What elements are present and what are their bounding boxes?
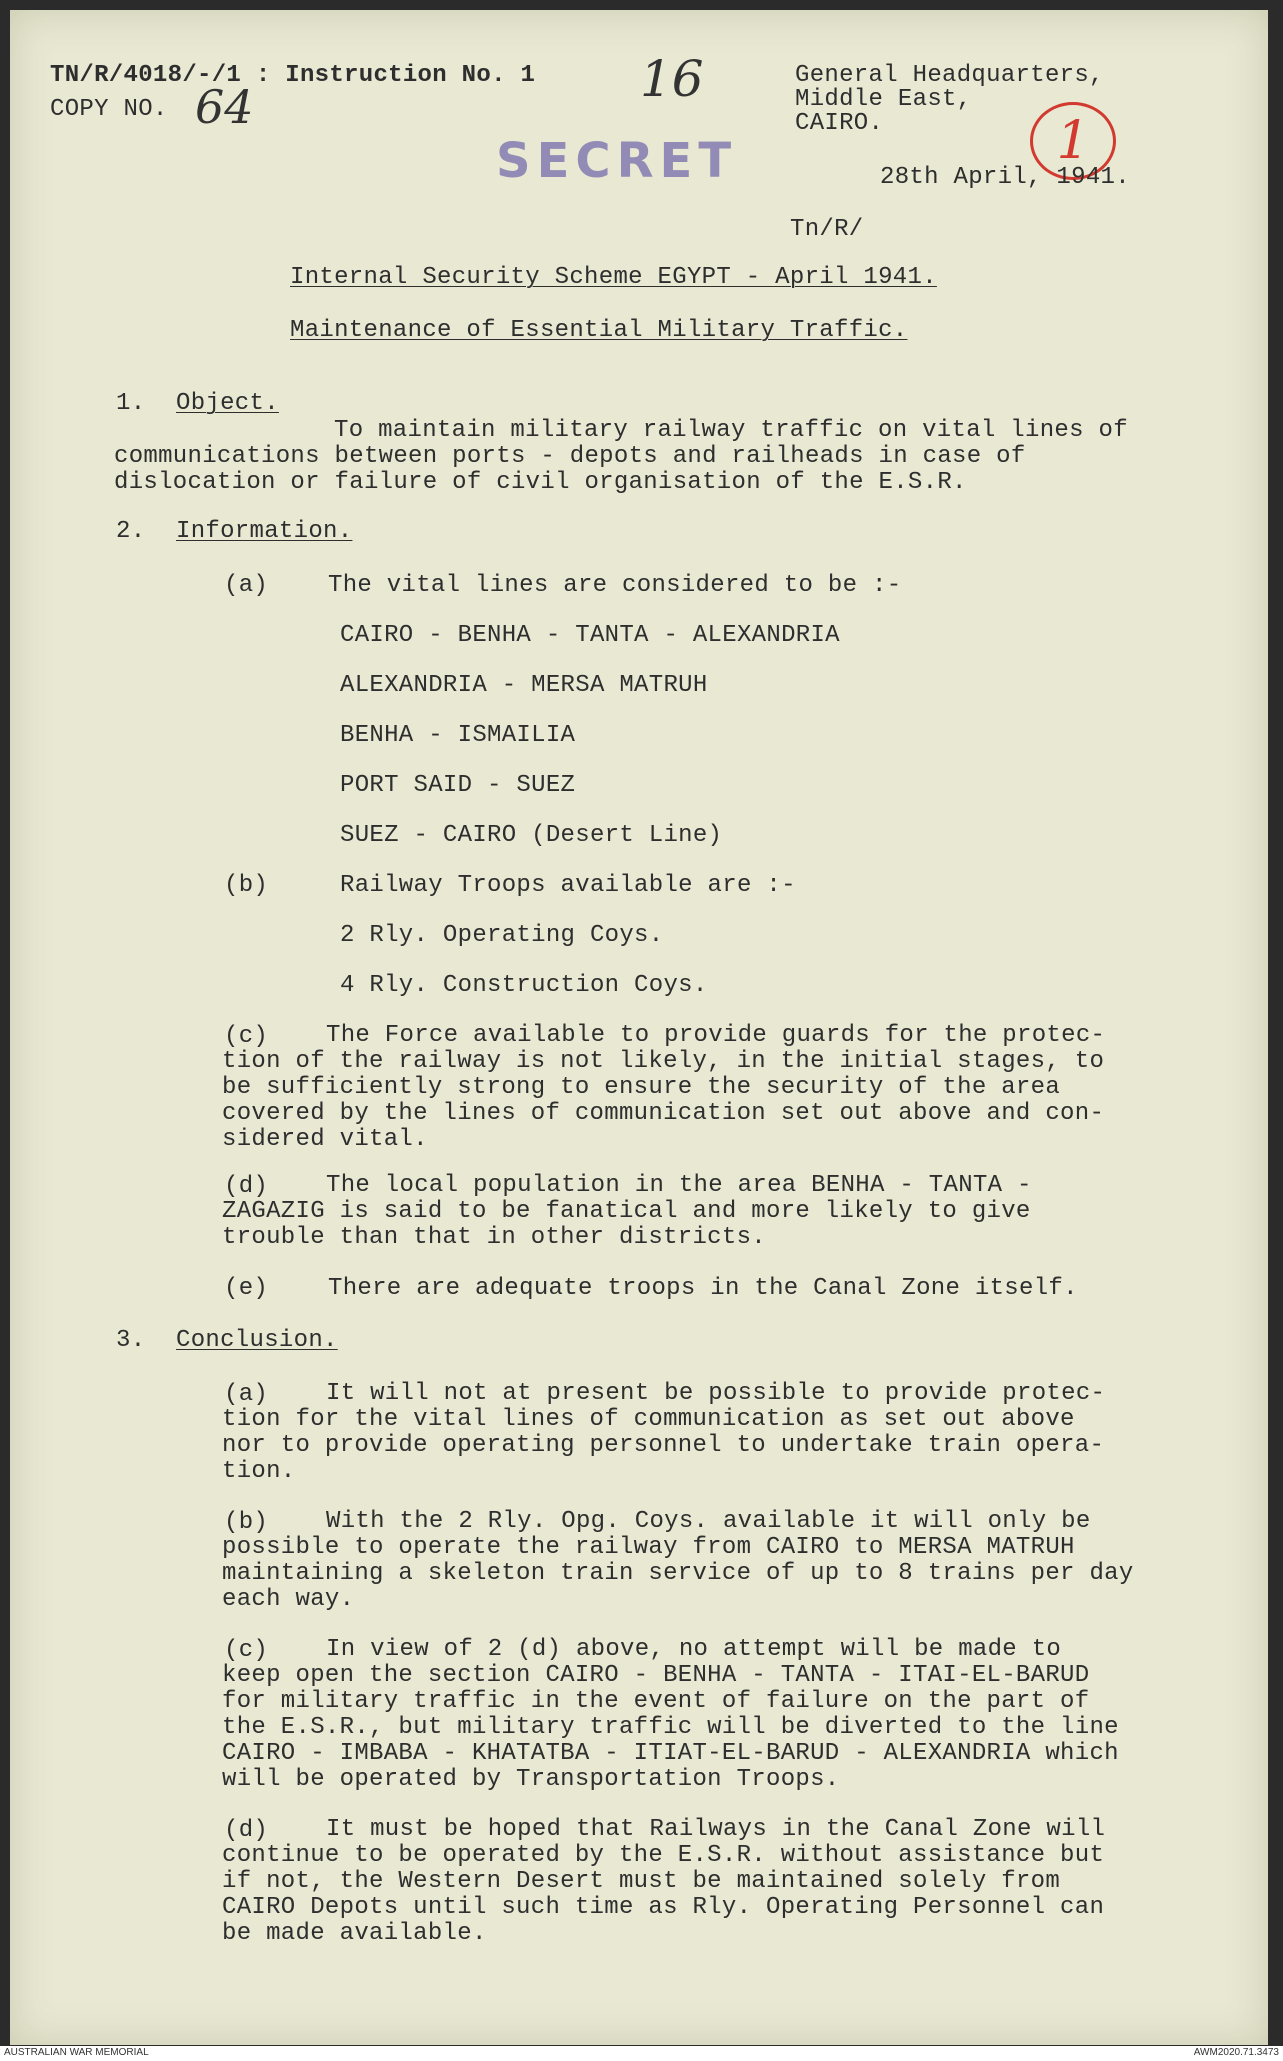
- hq-line-1: General Headquarters,: [795, 62, 1104, 89]
- copy-label: COPY NO.: [50, 96, 168, 123]
- section-2-number: 2.: [116, 518, 146, 545]
- text-line: communications between ports - depots and railheads in case of: [114, 443, 1026, 470]
- footer-accession-number: AWM2020.71.3473: [1193, 2047, 1279, 2058]
- section-3-number: 3.: [116, 1327, 146, 1354]
- file-reference: Tn/R/: [790, 216, 864, 243]
- item-d-body: [222, 1173, 1032, 1251]
- copy-number-handwritten: 64: [195, 80, 254, 134]
- conclusion-b-label: (b): [224, 1509, 269, 1536]
- text-line: covered by the lines of communication set out above and con-: [222, 1100, 1105, 1127]
- vital-line-4: PORT SAID - SUEZ: [340, 772, 576, 799]
- text-line: maintaining a skeleton train service of up to 8 trains per day: [222, 1560, 1134, 1587]
- text-line: With the 2 Rly. Opg. Coys. available it will only be: [326, 1508, 1091, 1535]
- text-line: It will not at present be possible to provide protec-: [326, 1380, 1106, 1407]
- troops-line-1: 2 Rly. Operating Coys.: [340, 922, 664, 949]
- text-line: tion for the vital lines of communication as set out above: [222, 1406, 1075, 1433]
- item-a-label: (a): [224, 572, 269, 599]
- conclusion-a-body: [222, 1381, 1105, 1485]
- item-c-label: (c): [224, 1023, 269, 1050]
- vital-line-3: BENHA - ISMAILIA: [340, 722, 576, 749]
- section-3-heading: Conclusion.: [176, 1327, 338, 1354]
- text-line: CAIRO Depots until such time as Rly. Operating Personnel can: [222, 1894, 1105, 1921]
- text-line: To maintain military railway traffic on vital lines of: [334, 417, 1128, 444]
- conclusion-d-label: (d): [224, 1817, 269, 1844]
- text-line: In view of 2 (d) above, no attempt will be made to: [326, 1636, 1062, 1663]
- section-1-number: 1.: [116, 390, 146, 417]
- section-2-heading: Information.: [176, 518, 353, 545]
- hq-line-3: CAIRO.: [795, 110, 884, 137]
- secret-stamp: SECRET: [496, 133, 738, 189]
- title-line-1: Internal Security Scheme EGYPT - April 1941.: [290, 264, 937, 291]
- text-line: sidered vital.: [222, 1126, 428, 1153]
- document-page: [10, 10, 1268, 2045]
- vital-line-2: ALEXANDRIA - MERSA MATRUH: [340, 672, 708, 699]
- text-line: tion.: [222, 1458, 296, 1485]
- text-line: the E.S.R., but military traffic will be diverted to the line: [222, 1714, 1119, 1741]
- document-reference: TN/R/4018/-/1 : Instruction No. 1: [50, 62, 536, 89]
- item-b-text: Railway Troops available are :-: [340, 872, 796, 899]
- vital-line-1: CAIRO - BENHA - TANTA - ALEXANDRIA: [340, 622, 840, 649]
- text-line: will be operated by Transportation Troops.: [222, 1766, 840, 1793]
- conclusion-a-label: (a): [224, 1381, 269, 1408]
- footer-institution: AUSTRALIAN WAR MEMORIAL: [4, 2047, 149, 2058]
- text-line: nor to provide operating personnel to undertake train opera-: [222, 1432, 1105, 1459]
- text-line: CAIRO - IMBABA - KHATATBA - ITIAT-EL-BARUD - ALEXANDRIA which: [222, 1740, 1119, 1767]
- text-line: trouble than that in other districts.: [222, 1224, 766, 1251]
- text-line: continue to be operated by the E.S.R. without assistance but: [222, 1842, 1105, 1869]
- text-line: The local population in the area BENHA - TANTA -: [326, 1172, 1032, 1199]
- text-line: if not, the Western Desert must be maintained solely from: [222, 1868, 1061, 1895]
- troops-line-2: 4 Rly. Construction Coys.: [340, 972, 708, 999]
- text-line: It must be hoped that Railways in the Canal Zone will: [326, 1816, 1106, 1843]
- conclusion-d-body: [222, 1817, 1105, 1947]
- item-e-text: There are adequate troops in the Canal Zone itself.: [328, 1275, 1078, 1302]
- conclusion-b-body: [222, 1509, 1134, 1613]
- text-line: keep open the section CAIRO - BENHA - TANTA - ITAI-EL-BARUD: [222, 1662, 1090, 1689]
- item-d-label: (d): [224, 1173, 269, 1200]
- section-1-heading: Object.: [176, 390, 279, 417]
- vital-line-5: SUEZ - CAIRO (Desert Line): [340, 822, 723, 849]
- text-line: ZAGAZIG is said to be fanatical and more likely to give: [222, 1198, 1031, 1225]
- text-line: for military traffic in the event of failure on the part of: [222, 1688, 1090, 1715]
- archive-footer: [0, 2046, 1283, 2061]
- conclusion-c-label: (c): [224, 1637, 269, 1664]
- text-line: each way.: [222, 1586, 355, 1613]
- document-date: 28th April, 1941.: [880, 164, 1130, 191]
- circled-number-annotation: 1: [1030, 102, 1116, 180]
- conclusion-c-body: [222, 1637, 1119, 1793]
- item-e-label: (e): [224, 1275, 269, 1302]
- text-line: dislocation or failure of civil organisation of the E.S.R.: [114, 469, 967, 496]
- text-line: tion of the railway is not likely, in the initial stages, to: [222, 1048, 1105, 1075]
- item-c-body: [222, 1023, 1105, 1153]
- item-b-label: (b): [224, 872, 269, 899]
- section-1-body: [114, 418, 1128, 496]
- handwritten-page-number: 16: [640, 50, 704, 108]
- title-line-2: Maintenance of Essential Military Traffic.: [290, 317, 908, 344]
- text-line: The Force available to provide guards for the protec-: [326, 1022, 1106, 1049]
- text-line: be made available.: [222, 1920, 487, 1947]
- text-line: be sufficiently strong to ensure the security of the area: [222, 1074, 1061, 1101]
- text-line: possible to operate the railway from CAIRO to MERSA MATRUH: [222, 1534, 1075, 1561]
- hq-line-2: Middle East,: [795, 86, 972, 113]
- item-a-text: The vital lines are considered to be :-: [328, 572, 902, 599]
